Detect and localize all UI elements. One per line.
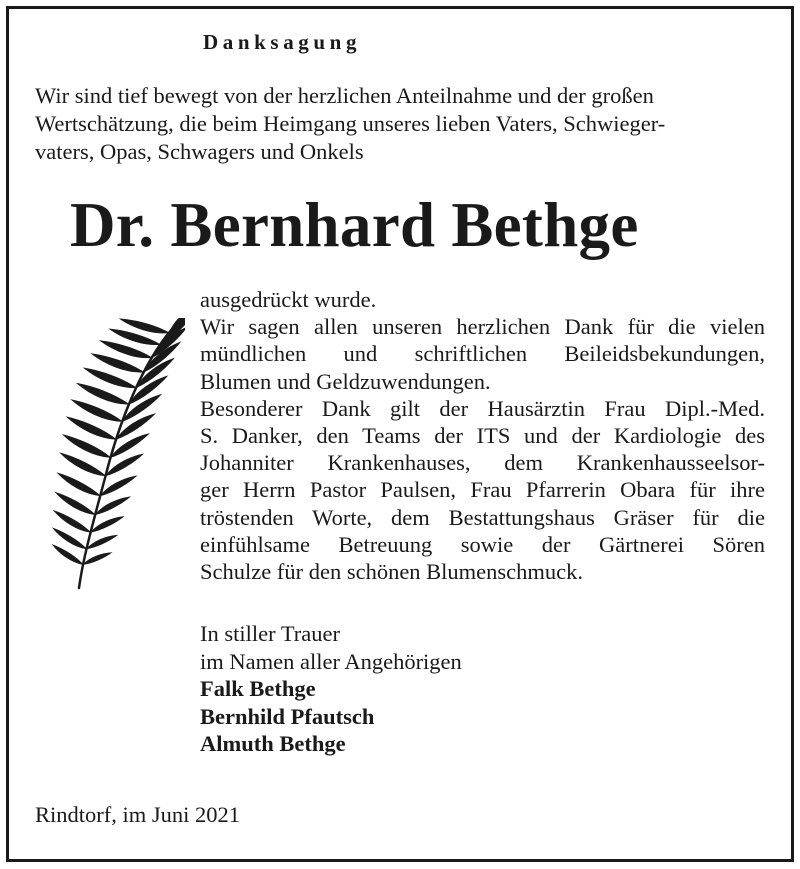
body-line: mündlichen und schriftlichen Beileidsbekundungen, (200, 341, 765, 367)
signer-name: Bernhild Pfautsch (200, 703, 375, 729)
signer-name: Falk Bethge (200, 676, 316, 701)
fern-icon (35, 318, 185, 593)
closing-line: In stiller Trauer (200, 621, 340, 646)
body-line: Johanniter Krankenhauses, dem Krankenhausseelsor- (200, 450, 765, 476)
body-line: Wir sagen allen unseren herzlichen Dank für die vielen (200, 314, 765, 340)
place-date: Rindtorf, im Juni 2021 (35, 802, 241, 827)
closing-block (200, 620, 462, 758)
intro-line: Wertschätzung, die beim Heimgang unseres lieben Vaters, Schwieger- (35, 111, 666, 136)
intro-text (35, 82, 665, 166)
body-line: ausgedrückt wurde. (200, 287, 377, 312)
signer-name: Almuth Bethge (200, 731, 346, 756)
body-line: Schulze für den schönen Blumenschmuck. (200, 559, 584, 585)
deceased-name: Dr. Bernhard Bethge (70, 190, 639, 260)
body-line: Blumen und Geldzuwendungen. (200, 368, 491, 394)
thanks-text (200, 286, 765, 585)
notice-heading: Danksagung (203, 30, 362, 54)
intro-line: Wir sind tief bewegt von der herzlichen Anteilnahme und der großen (35, 83, 654, 108)
body-line: ger Herrn Pastor Paulsen, Frau Pfarrerin Obara für ihre (200, 477, 765, 503)
body-line: S. Danker, den Teams der ITS und der Kardiologie des (200, 423, 765, 449)
body-line: einfühlsame Betreuung sowie der Gärtnerei Sören (200, 531, 765, 557)
closing-line: im Namen aller Angehörigen (200, 648, 462, 674)
body-line: tröstenden Worte, dem Bestattungshaus Gräser für die (200, 504, 765, 530)
intro-line: vaters, Opas, Schwagers und Onkels (35, 139, 364, 164)
body-line: Besonderer Dank gilt der Hausärztin Frau Dipl.-Med. (200, 395, 765, 421)
